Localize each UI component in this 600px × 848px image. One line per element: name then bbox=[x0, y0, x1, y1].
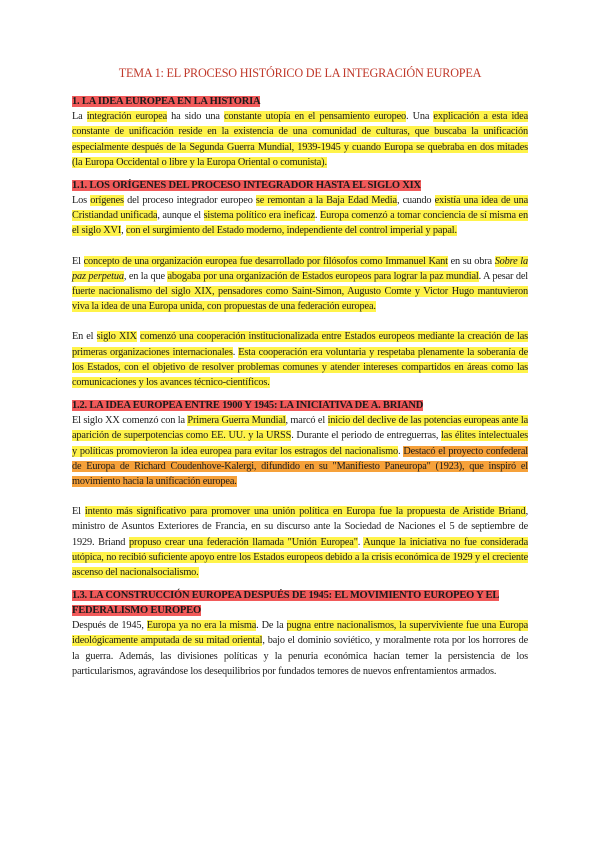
text-segment: orígenes bbox=[90, 195, 124, 207]
paragraph bbox=[72, 504, 528, 580]
text-segment: En el bbox=[72, 331, 97, 343]
text-segment: La bbox=[72, 111, 87, 123]
text-segment: , bajo el dominio soviético, y moralmente rota por los horrores de la guerra. Además, las divisiones políticas y la penuria económica hacían temer la persistencia de los particularismos, agravándose los desequilibrios por fundados temores de nuevos enfrentamientos armados. bbox=[72, 635, 528, 677]
text-segment: , cuando bbox=[396, 195, 435, 207]
text-segment: . bbox=[232, 346, 239, 358]
text-segment: fuerte nacionalismo del siglo XIX, pensadores como Saint-Simon, Augusto Comte y Victor Hugo mantuvieron viva la idea de una Europa unida, con propuestas de una federación europea. bbox=[72, 286, 528, 313]
text-segment: se remontan a la Baja Edad Media bbox=[255, 195, 397, 207]
paragraph bbox=[72, 413, 528, 489]
text-segment: , aunque el bbox=[157, 210, 204, 222]
text-segment: Los bbox=[72, 195, 91, 207]
paragraph bbox=[72, 109, 528, 170]
text-segment: pugna entre nacionalismos, la superviviente fue una Europa ideológicamente amputada de su mitad oriental bbox=[72, 620, 528, 647]
section-1-2 bbox=[72, 398, 528, 580]
text-segment: , marcó el bbox=[285, 415, 328, 427]
section-1-3 bbox=[72, 588, 528, 679]
text-segment: con el surgimiento del Estado moderno, independiente del control imperial y papal. bbox=[125, 225, 457, 237]
text-segment: las élites intelectuales y políticas promovieron la idea europea para evitar los estragos del nacionalismo bbox=[72, 430, 529, 457]
text-segment: Aunque la iniciativa no fue considerada utópica, no recibió suficiente apoyo entre los Estados europeos debido a la crisis económica de 1929 y el creciente ascenso del nacionalsocialismo. bbox=[72, 536, 528, 579]
text-segment: existía una idea de una Cristiandad unificada bbox=[72, 195, 529, 222]
text-segment: constante utopía en el pensamiento europeo bbox=[223, 111, 407, 123]
paragraph bbox=[72, 329, 528, 390]
section-heading: 1.2. LA IDEA EUROPEA ENTRE 1900 Y 1945: LA INICIATIVA DE A. BRIAND bbox=[72, 400, 424, 412]
text-segment: Destacó el proyecto confederal de Europa de Richard Coudenhove-Kalergi, difundido en su "Manifiesto Paneuropa" (1923), que inspiró el movimiento hacia la unificación europea. bbox=[72, 445, 528, 488]
text-segment: . bbox=[314, 210, 320, 222]
text-segment: integración europea bbox=[86, 111, 168, 123]
text-segment: Esta cooperación era voluntaria y respetaba plenamente la soberanía de los Estados, con el objetivo de resolver problemas comunes y atender intereses compartidos en áreas como las comunicaciones y los avances técnico-científicos. bbox=[72, 346, 528, 389]
text-segment: sistema político era ineficaz bbox=[203, 210, 315, 222]
document-page bbox=[72, 66, 528, 679]
text-segment: . bbox=[398, 445, 404, 457]
text-segment: El bbox=[72, 255, 84, 267]
text-segment: explicación a esta idea constante de unificación reside en la existencia de una comunidad de culturas, que buscaba la unificación especialmente después de la Segunda Guerra Mundial, 1939-1945 y cuando Europa se quebraba en dos mitades (la Europa Occidental o libre y la Europa Oriental o comunista). bbox=[72, 111, 528, 168]
text-segment: propuso crear una federación llamada "Unión Europea" bbox=[129, 536, 358, 548]
section-1 bbox=[72, 94, 528, 170]
text-segment: Europa ya no era la misma bbox=[146, 620, 257, 632]
text-segment: del proceso integrador europeo bbox=[123, 195, 256, 207]
document-title: TEMA 1: EL PROCESO HISTÓRICO DE LA INTEGRACIÓN EUROPEA bbox=[118, 66, 482, 80]
text-segment: intento más significativo para promover una unión política en Europa fue la propuesta de Aristide Briand bbox=[84, 506, 526, 518]
text-segment: . A pesar del bbox=[478, 270, 528, 282]
section-heading: 1.1. LOS ORÍGENES DEL PROCESO INTEGRADOR HASTA EL SIGLO XIX bbox=[72, 180, 421, 192]
text-segment: en su obra bbox=[447, 255, 495, 267]
section-heading: 1. LA IDEA EUROPEA EN LA HISTORIA bbox=[72, 96, 261, 108]
text-segment: Primera Guerra Mundial bbox=[187, 415, 286, 427]
text-segment: siglo XIX bbox=[96, 331, 137, 343]
text-segment: . bbox=[357, 536, 364, 548]
paragraph bbox=[72, 254, 528, 315]
text-segment: comenzó una cooperación institucionalizada entre Estados europeos mediante la creación de las primeras organizaciones internacionales bbox=[72, 331, 528, 358]
text-segment: El siglo XX comenzó con la bbox=[72, 415, 188, 427]
text-segment: Sobre la paz perpetua bbox=[72, 255, 528, 282]
text-segment: concepto de una organización europea fue desarrollado por filósofos como Immanuel Kant bbox=[83, 255, 448, 267]
text-segment: , en la que bbox=[123, 270, 168, 282]
text-segment: . Durante el periodo de entreguerras, bbox=[291, 430, 442, 442]
text-segment: ha sido una bbox=[167, 111, 224, 123]
text-segment: inicio del declive de las potencias europeas ante la aparición de superpotencias como EE. UU. y la URSS bbox=[72, 415, 528, 442]
text-segment: , ministro de Asuntos Exteriores de Francia, en su discurso ante la Sociedad de Naciones el 5 de septiembre de 1929. Briand bbox=[72, 506, 528, 548]
text-segment: Después de 1945, bbox=[72, 620, 147, 632]
section-heading: 1.3. LA CONSTRUCCIÓN EUROPEA DESPUÉS DE 1945: EL MOVIMIENTO EUROPEO Y EL FEDERALISMO EUROPEO bbox=[72, 590, 500, 617]
section-1-1 bbox=[72, 178, 528, 390]
text-segment: abogaba por una organización de Estados europeos para lograr la paz mundial bbox=[167, 270, 479, 282]
text-segment: , bbox=[121, 225, 126, 237]
text-segment: El bbox=[72, 506, 85, 518]
text-segment: . De la bbox=[256, 620, 287, 632]
text-segment: . Una bbox=[406, 111, 434, 123]
paragraph bbox=[72, 618, 528, 679]
text-segment: Europa comenzó a tomar conciencia de sí misma en el siglo XVI bbox=[72, 210, 528, 237]
paragraph bbox=[72, 193, 528, 239]
